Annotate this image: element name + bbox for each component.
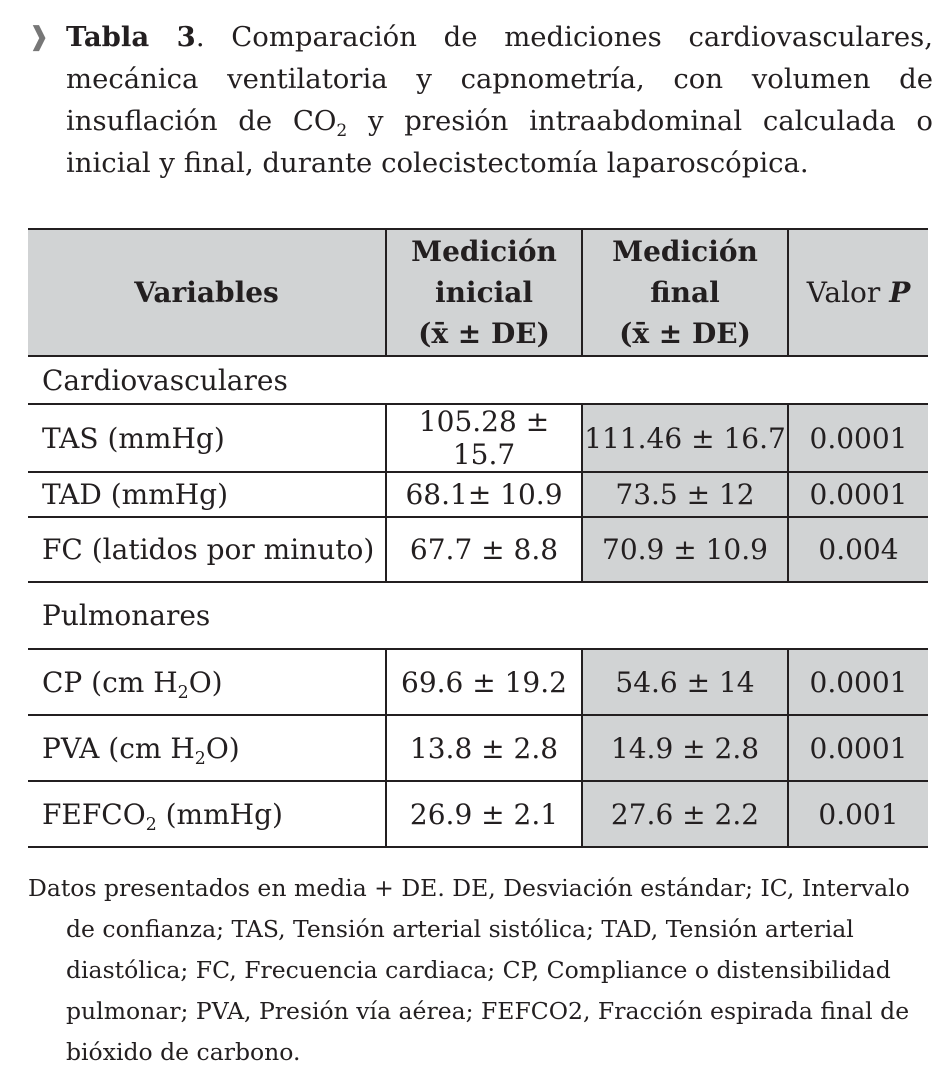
caption-text-part1: Comparación de mediciones cardiovasculares, mecánica ventilatoria y capnometría, con volumen de insuflación de CO [66, 21, 934, 137]
table-row [28, 517, 928, 582]
header-final: Medición final (x̄ ± DE) [582, 229, 788, 356]
cell-p-value: 0.0001 [788, 715, 928, 781]
cell-variable: CP (cm $H_2O$) [28, 649, 386, 715]
cell-variable: $FEFCO_2$ (mmHg) [28, 781, 386, 847]
cell-initial: 68.1± 10.9 [386, 472, 582, 517]
table-header-row [28, 229, 928, 356]
section-row [28, 356, 928, 404]
cell-final: 73.5 ± 12 [582, 472, 788, 517]
cell-p-value: 0.001 [788, 781, 928, 847]
cell-variable: PVA (cm $H_2O$) [28, 715, 386, 781]
header-p-value: Valor P [788, 229, 928, 356]
cell-p-value: 0.004 [788, 517, 928, 582]
cell-initial: 105.28 ± 15.7 [386, 404, 582, 472]
caption-text [28, 16, 933, 184]
table-caption [28, 16, 933, 184]
section-row [28, 582, 928, 649]
header-variables: Variables [28, 229, 386, 356]
table-row [28, 649, 928, 715]
table-row [28, 781, 928, 847]
cell-p-value: 0.0001 [788, 472, 928, 517]
cell-final: 111.46 ± 16.7 [582, 404, 788, 472]
cell-final: 14.9 ± 2.8 [582, 715, 788, 781]
cell-variable: FC (latidos por minuto) [28, 517, 386, 582]
cell-initial: 26.9 ± 2.1 [386, 781, 582, 847]
cell-initial: 67.7 ± 8.8 [386, 517, 582, 582]
caption-marker-icon: ❱ [28, 22, 50, 52]
cell-initial: 69.6 ± 19.2 [386, 649, 582, 715]
cell-variable: TAD (mmHg) [28, 472, 386, 517]
cell-variable: TAS (mmHg) [28, 404, 386, 472]
cell-initial: 13.8 ± 2.8 [386, 715, 582, 781]
cell-final: 54.6 ± 14 [582, 649, 788, 715]
caption-separator: . [195, 21, 232, 53]
section-title: Cardiovasculares [28, 356, 928, 404]
table-row [28, 715, 928, 781]
table-footnote: Datos presentados en media + DE. DE, Desviación estándar; IC, Intervalo de confianza; TAS, Tensión arterial sistólica; TAD, Tensión arterial diastólica; FC, Frecuencia cardiaca; CP, Compliance o distensibilidad pulmonar; PVA, Presión vía aérea; FEFCO2, Fracción espirada final de bióxido de carbono. [28, 874, 910, 1066]
cell-p-value: 0.0001 [788, 649, 928, 715]
header-initial: Medición inicial (x̄ ± DE) [386, 229, 582, 356]
comparison-table [28, 228, 928, 848]
section-title: Pulmonares [28, 582, 928, 649]
table-row [28, 404, 928, 472]
caption-text-part2: y presión intraabdominal calculada o inicial y final, durante colecistectomía laparoscópica. [66, 105, 933, 179]
caption-subscript: 2 [336, 120, 348, 141]
cell-final: 27.6 ± 2.2 [582, 781, 788, 847]
cell-p-value: 0.0001 [788, 404, 928, 472]
caption-label: Tabla 3 [66, 21, 196, 53]
cell-final: 70.9 ± 10.9 [582, 517, 788, 582]
table-row [28, 472, 928, 517]
